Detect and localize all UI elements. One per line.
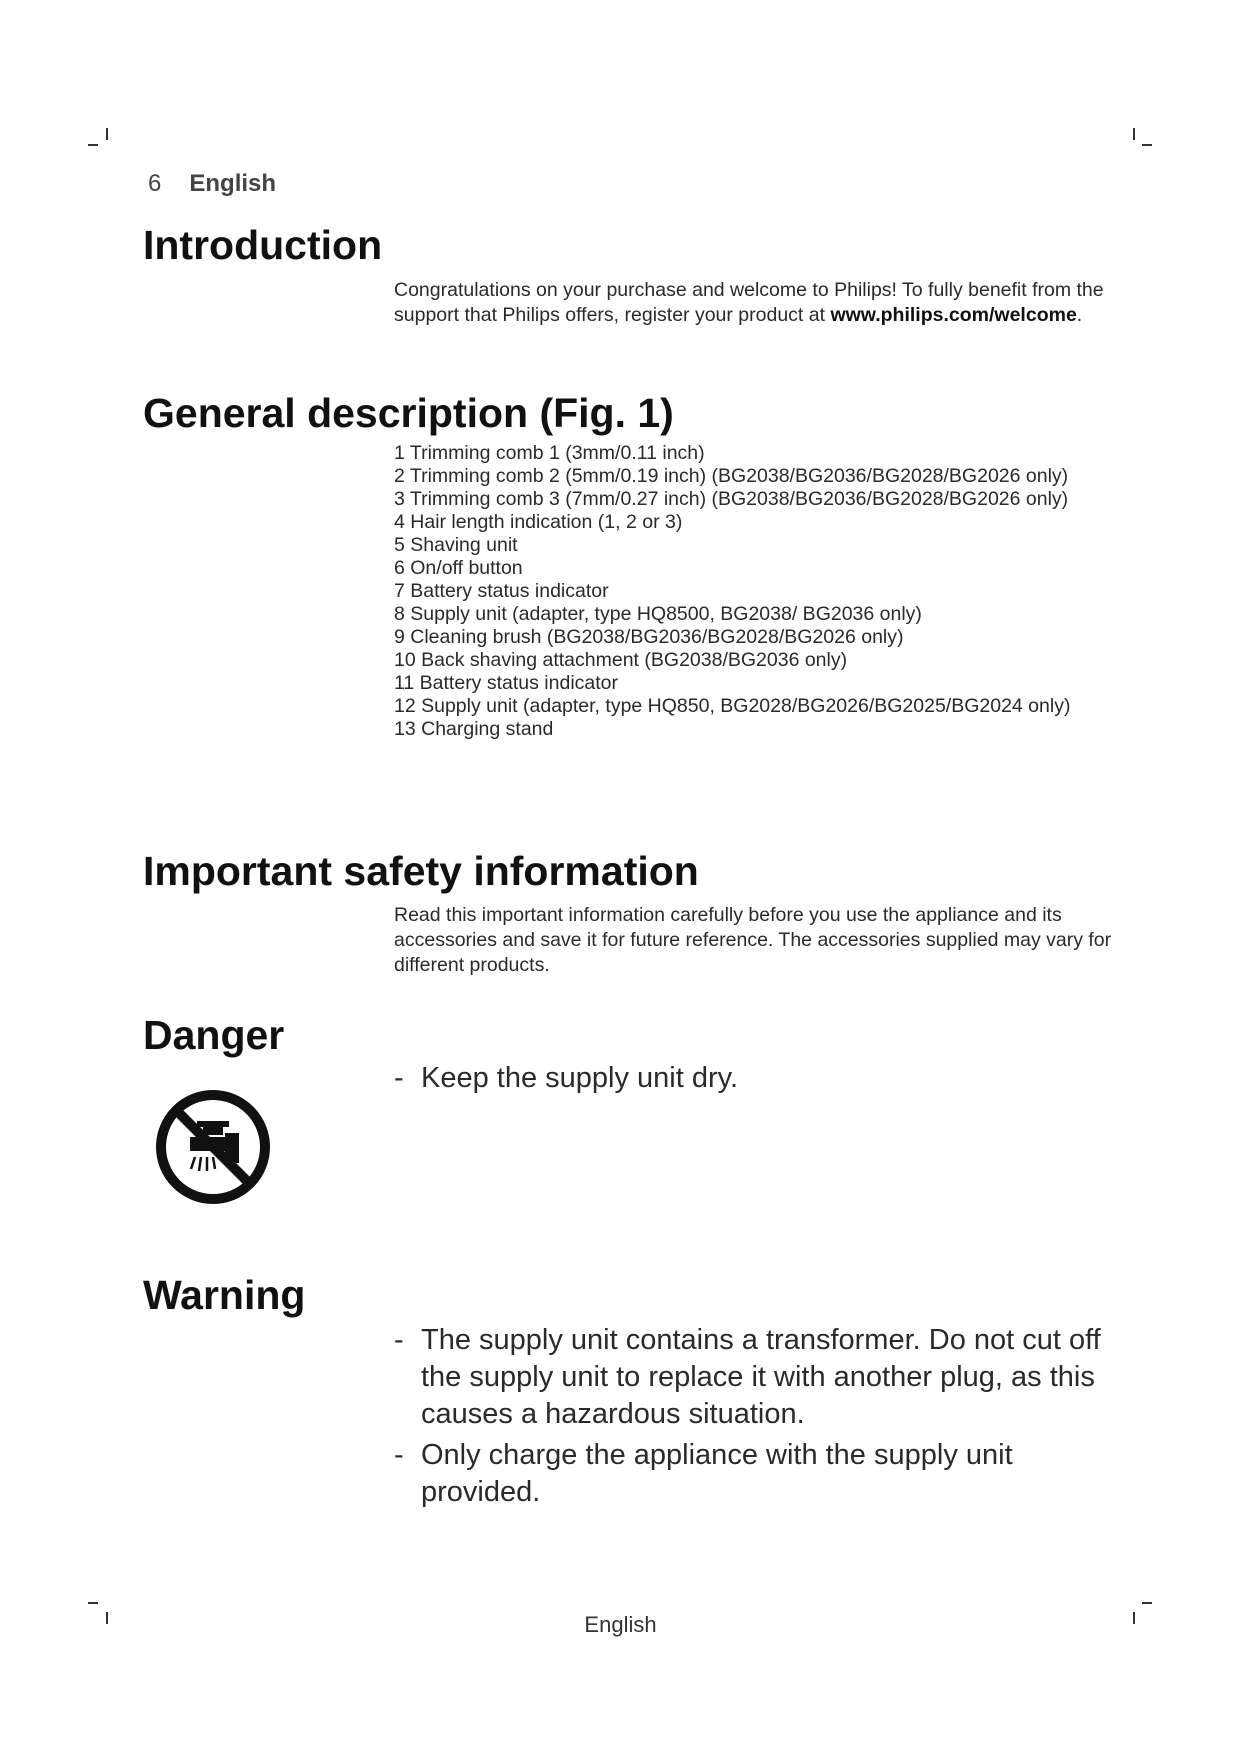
page-number: 6	[148, 170, 162, 197]
introduction-period: .	[1076, 304, 1083, 326]
safety-text: Read this important information carefully before you use the appliance and its accessories and save it for future reference. The accessories supplied may vary for different products.	[394, 904, 1112, 976]
list-item	[394, 1060, 1114, 1097]
header-language: English	[189, 170, 277, 197]
introduction-body: Congratulations on your purchase and welcome to Philips! To fully benefit from the support that Philips offers, register your product at	[394, 279, 1104, 326]
page-header	[148, 170, 276, 198]
list-item-text: Keep the supply unit dry.	[421, 1062, 739, 1094]
list-item	[394, 1437, 1114, 1511]
list-item: 8 Supply unit (adapter, type HQ8500, BG2038/ BG2036 only)	[394, 603, 922, 625]
list-item: 12 Supply unit (adapter, type HQ850, BG2028/BG2026/BG2025/BG2024 only)	[394, 695, 1071, 717]
crop-mark-bottom-left-h	[88, 1602, 98, 1604]
crop-mark-top-left-v	[106, 128, 108, 140]
list-item	[394, 1322, 1114, 1433]
page-footer: English	[584, 1612, 657, 1637]
parts-list	[394, 441, 1114, 740]
list-item: 11 Battery status indicator	[394, 672, 619, 694]
list-item: 7 Battery status indicator	[394, 580, 609, 602]
list-item: 2 Trimming comb 2 (5mm/0.19 inch) (BG2038/BG2036/BG2028/BG2026 only)	[394, 465, 1069, 487]
danger-heading: Danger	[143, 1012, 285, 1058]
list-item: 9 Cleaning brush (BG2038/BG2036/BG2028/BG2026 only)	[394, 626, 904, 648]
no-water-icon	[153, 1087, 273, 1207]
crop-mark-top-right-h	[1142, 144, 1152, 146]
list-item: 13 Charging stand	[394, 718, 554, 740]
crop-mark-top-right-v	[1133, 128, 1135, 140]
general-description-heading: General description (Fig. 1)	[143, 390, 674, 436]
introduction-heading: Introduction	[143, 222, 383, 268]
safety-heading: Important safety information	[143, 848, 699, 894]
crop-mark-top-left-h	[88, 144, 98, 146]
list-item: 10 Back shaving attachment (BG2038/BG2036 only)	[394, 649, 848, 671]
philips-welcome-link[interactable]: www.philips.com/welcome	[830, 304, 1077, 326]
introduction-text	[394, 278, 1114, 328]
list-dash: -	[394, 1439, 404, 1471]
warning-heading: Warning	[143, 1272, 306, 1318]
list-item: 4 Hair length indication (1, 2 or 3)	[394, 511, 683, 533]
list-dash: -	[394, 1062, 404, 1094]
danger-list	[394, 1060, 1114, 1101]
warning-list	[394, 1322, 1114, 1515]
list-item: 6 On/off button	[394, 557, 523, 579]
list-item-text: The supply unit contains a transformer. Do not cut off the supply unit to replace it with another plug, as this causes a hazardous situation.	[421, 1324, 1101, 1430]
list-item-text: Only charge the appliance with the supply unit provided.	[421, 1439, 1013, 1508]
crop-mark-bottom-right-h	[1142, 1602, 1152, 1604]
list-item: 5 Shaving unit	[394, 534, 518, 556]
list-dash: -	[394, 1324, 404, 1356]
list-item: 3 Trimming comb 3 (7mm/0.27 inch) (BG2038/BG2036/BG2028/BG2026 only)	[394, 488, 1069, 510]
list-item: 1 Trimming comb 1 (3mm/0.11 inch)	[394, 442, 705, 464]
